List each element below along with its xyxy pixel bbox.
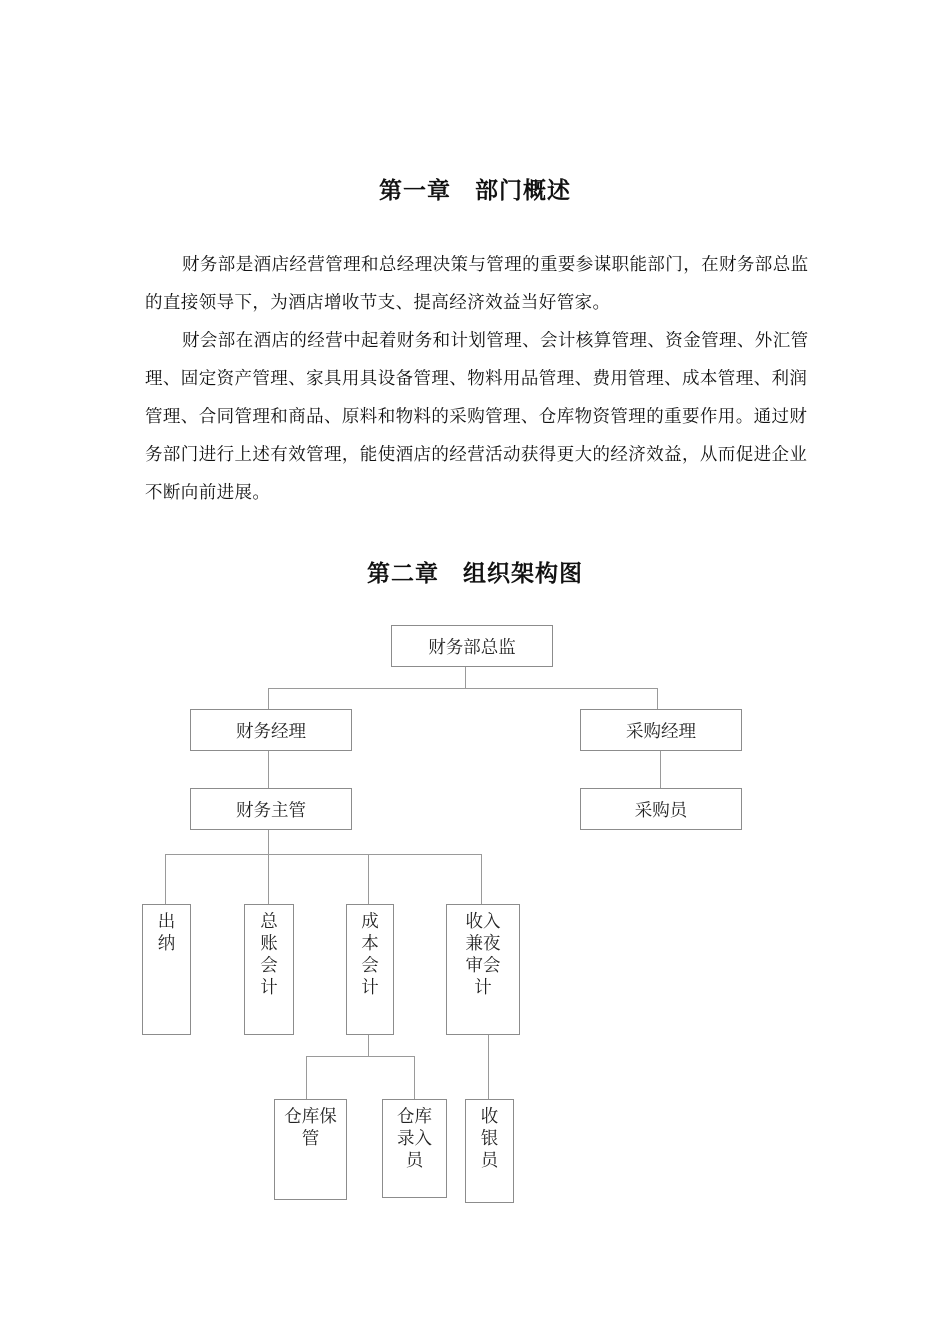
org-box-director xyxy=(391,625,553,667)
org-box-label-line: 账 xyxy=(260,934,278,954)
org-box-label-line: 收入 xyxy=(465,912,501,932)
org-box-income-auditor xyxy=(446,904,520,1035)
org-box-label: 财务经理 xyxy=(236,721,306,742)
org-box-label-line: 纳 xyxy=(157,934,176,954)
org-box-label-line: 员 xyxy=(405,1151,424,1171)
org-box-warehouse-clerk xyxy=(382,1099,447,1198)
org-box-label: 财务部总监 xyxy=(428,637,516,658)
connector-line xyxy=(465,666,466,688)
org-box-cashier xyxy=(142,904,191,1035)
connector-line xyxy=(268,688,658,689)
org-box-finance-supervisor xyxy=(190,788,352,830)
connector-line xyxy=(306,1056,307,1099)
org-box-label-line: 兼夜 xyxy=(465,934,501,954)
org-box-label: 采购经理 xyxy=(626,721,696,742)
connector-line xyxy=(165,854,166,904)
org-box-label: 采购员 xyxy=(634,800,688,821)
org-box-warehouse-keeper xyxy=(274,1099,347,1200)
org-box-cost-accountant xyxy=(346,904,394,1035)
org-box-label-line: 仓库 xyxy=(397,1107,432,1127)
org-box-label-line: 计 xyxy=(474,978,492,998)
connector-line xyxy=(165,854,482,855)
chapter1-paragraph-2: 财会部在酒店的经营中起着财务和计划管理、会计核算管理、资金管理、外汇管理、固定资产管理、家具用具设备管理、物料用品管理、费用管理、成本管理、利润管理、合同管理和商品、原料和物料的采购管理、仓库物资管理的重要作用。通过财务部门进行上述有效管理，能使酒店的经营活动获得更大的经济效益，从而促进企业不断向前进展。 xyxy=(145,331,809,503)
connector-line xyxy=(268,829,269,855)
org-box-label-line: 管 xyxy=(301,1129,320,1149)
chapter1-paragraph-1: 财务部是酒店经营管理和总经理决策与管理的重要参谋职能部门，在财务部总监的直接领导下，为酒店增收节支、提高经济效益当好管家。 xyxy=(145,255,809,313)
connector-line xyxy=(306,1056,415,1057)
org-box-label-line: 员 xyxy=(480,1151,499,1171)
org-box-purchasing-manager xyxy=(580,709,742,751)
org-box-label: 财务主管 xyxy=(236,800,306,821)
connector-line xyxy=(660,751,661,788)
org-box-purchaser xyxy=(580,788,742,830)
org-box-label-line: 成 xyxy=(361,912,379,932)
org-box-label-line: 收 xyxy=(480,1107,499,1127)
org-box-label-line: 计 xyxy=(260,978,278,998)
org-box-label-line: 审会 xyxy=(465,956,501,976)
org-box-label-line: 计 xyxy=(361,978,379,998)
org-box-label-line: 出 xyxy=(157,912,176,932)
org-box-label-line: 录入 xyxy=(397,1129,432,1149)
org-box-label-line: 银 xyxy=(480,1129,499,1149)
connector-line xyxy=(268,854,269,904)
connector-line xyxy=(368,854,369,904)
connector-line xyxy=(268,751,269,788)
connector-line xyxy=(657,688,658,709)
org-box-cashier-clerk xyxy=(465,1099,514,1203)
org-box-label-line: 会 xyxy=(361,956,379,976)
org-box-finance-manager xyxy=(190,709,352,751)
connector-line xyxy=(368,1034,369,1056)
connector-line xyxy=(481,854,482,904)
org-box-general-ledger xyxy=(244,904,294,1035)
org-box-label-line: 仓库保 xyxy=(284,1107,337,1127)
connector-line xyxy=(414,1056,415,1099)
chapter2-title: 第二章 组织架构图 xyxy=(367,561,583,587)
org-box-label-line: 总 xyxy=(260,912,278,932)
org-box-label-line: 本 xyxy=(361,934,379,954)
connector-line xyxy=(268,688,269,709)
chapter1-title: 第一章 部门概述 xyxy=(379,178,571,204)
connector-line xyxy=(488,1034,489,1099)
org-box-label-line: 会 xyxy=(260,956,278,976)
